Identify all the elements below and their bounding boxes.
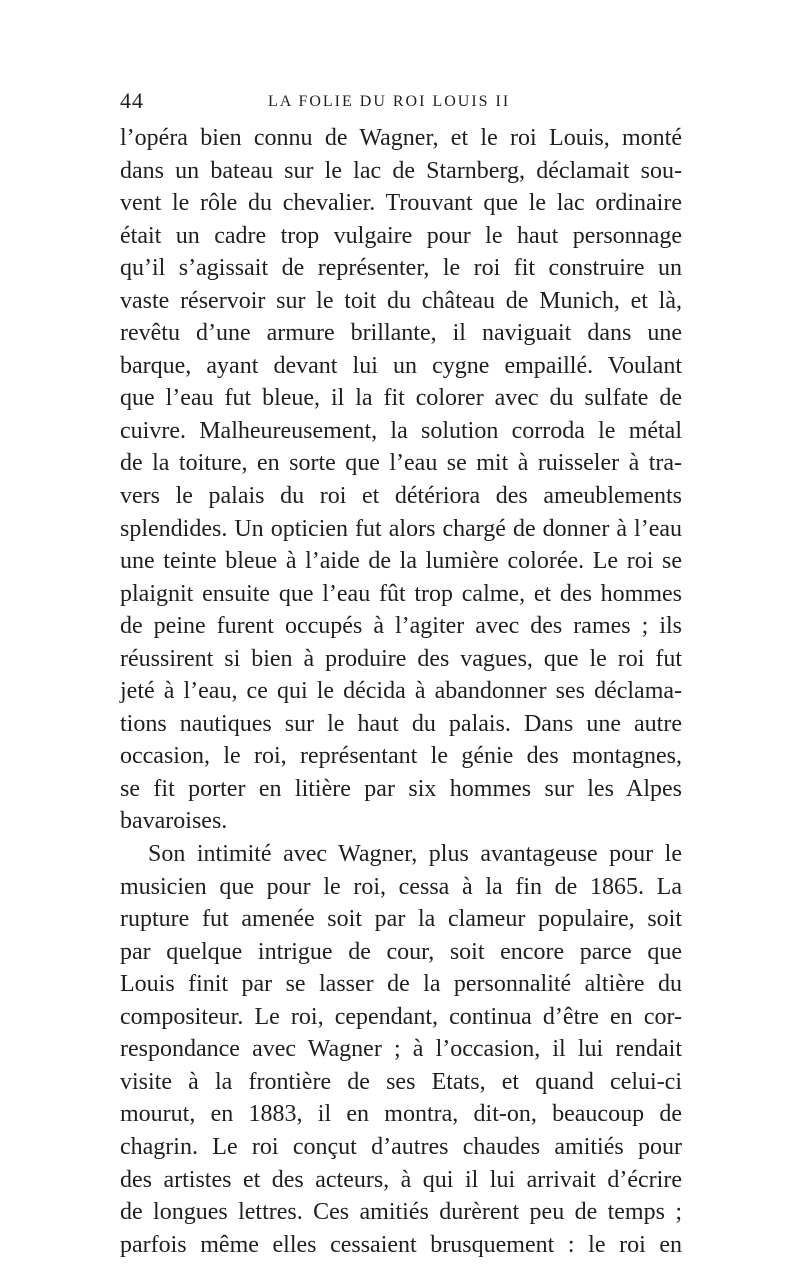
text-line: tions nautiques sur le haut du palais. Dans une autre xyxy=(120,710,682,737)
page-number: 44 xyxy=(120,88,144,113)
paragraph-1 xyxy=(120,122,682,838)
text-line: l’opéra bien connu de Wagner, et le roi Louis, monté xyxy=(120,125,682,151)
text-line: bavaroises. xyxy=(120,808,228,835)
running-title: LA FOLIE DU ROI LOUIS II xyxy=(268,93,511,110)
text-line: de longues lettres. Ces amitiés durèrent peu de temps ; xyxy=(120,1199,682,1226)
text-line: se fit porter en litière par six hommes sur les Alpes xyxy=(120,775,682,802)
text-line: réussirent si bien à produire des vagues, que le roi fut xyxy=(120,645,682,672)
text-line: vaste réservoir sur le toit du château de Munich, et là, xyxy=(120,287,682,314)
text-line: des artistes et des acteurs, à qui il lui arrivait d’écrire xyxy=(120,1166,682,1193)
running-head xyxy=(120,88,680,118)
text-line: splendides. Un opticien fut alors chargé de donner à l’eau xyxy=(120,515,682,542)
text-line: rupture fut amenée soit par la clameur populaire, soit xyxy=(120,906,682,933)
text-line: vers le palais du roi et détériora des ameublements xyxy=(120,483,682,510)
text-line: était un cadre trop vulgaire pour le haut personnage xyxy=(120,222,682,249)
body-text xyxy=(120,122,682,1261)
text-line: de la toiture, en sorte que l’eau se mit à ruisseler à tra- xyxy=(120,450,682,477)
text-line: Son intimité avec Wagner, plus avantageuse pour le xyxy=(148,841,682,868)
text-line: cuivre. Malheureusement, la solution corroda le métal xyxy=(120,417,682,444)
text-line: chagrin. Le roi conçut d’autres chaudes amitiés pour xyxy=(120,1133,682,1160)
text-line: Louis finit par se lasser de la personnalité altière du xyxy=(120,971,682,998)
text-line: compositeur. Le roi, cependant, continua d’être en cor- xyxy=(120,1003,682,1030)
text-line: revêtu d’une armure brillante, il naviguait dans une xyxy=(120,320,682,347)
text-line: de peine furent occupés à l’agiter avec des rames ; ils xyxy=(120,613,682,640)
paragraph-2 xyxy=(120,838,682,1261)
text-line: que l’eau fut bleue, il la fit colorer avec du sulfate de xyxy=(120,385,682,412)
text-line: dans un bateau sur le lac de Starnberg, déclamait sou- xyxy=(120,157,682,184)
text-line: une teinte bleue à l’aide de la lumière colorée. Le roi se xyxy=(120,548,682,575)
text-line: par quelque intrigue de cour, soit encore parce que xyxy=(120,938,682,965)
text-line: occasion, le roi, représentant le génie des montagnes, xyxy=(120,743,682,770)
text-line: jeté à l’eau, ce qui le décida à abandonner ses déclama- xyxy=(120,678,682,705)
text-line: respondance avec Wagner ; à l’occasion, il lui rendait xyxy=(120,1036,682,1063)
text-line: qu’il s’agissait de représenter, le roi fit construire un xyxy=(120,255,682,282)
text-line: plaignit ensuite que l’eau fût trop calme, et des hommes xyxy=(120,580,682,607)
text-line: parfois même elles cessaient brusquement : le roi en xyxy=(120,1231,682,1258)
text-line: barque, ayant devant lui un cygne empaillé. Voulant xyxy=(120,352,682,379)
text-line: mourut, en 1883, il en montra, dit-on, beaucoup de xyxy=(120,1101,682,1128)
text-line: visite à la frontière de ses Etats, et quand celui-ci xyxy=(120,1068,682,1095)
text-line: vent le rôle du chevalier. Trouvant que le lac ordinaire xyxy=(120,190,682,217)
text-line: musicien que pour le roi, cessa à la fin de 1865. La xyxy=(120,873,682,900)
